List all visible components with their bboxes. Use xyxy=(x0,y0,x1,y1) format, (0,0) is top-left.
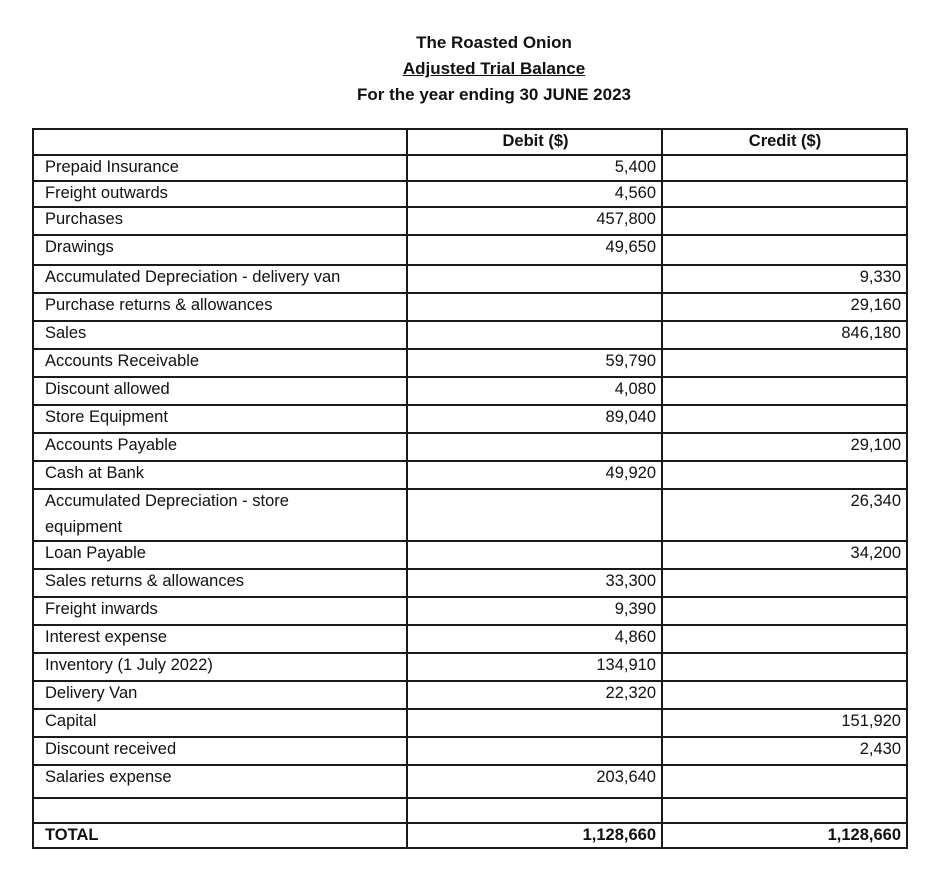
account-name: Interest expense xyxy=(45,628,167,646)
debit-amount: 59,790 xyxy=(605,352,656,370)
credit-amount: 846,180 xyxy=(841,324,901,342)
account-name: Accounts Payable xyxy=(45,436,178,454)
credit-amount: 2,430 xyxy=(859,740,901,758)
credit-amount: 151,920 xyxy=(841,712,901,730)
row-divider xyxy=(32,797,908,799)
debit-amount: 9,390 xyxy=(614,600,656,618)
row-divider xyxy=(32,206,908,208)
account-name: Purchase returns & allowances xyxy=(45,296,273,314)
credit-column-header: Credit ($) xyxy=(748,132,822,150)
account-name: Accumulated Depreciation - store xyxy=(45,492,289,510)
account-name: Loan Payable xyxy=(45,544,146,562)
debit-amount: 49,920 xyxy=(605,464,656,482)
account-name: Freight inwards xyxy=(45,600,158,618)
row-divider xyxy=(32,540,908,542)
row-divider xyxy=(32,822,908,824)
debit-amount: 4,560 xyxy=(614,184,656,202)
credit-amount: 29,100 xyxy=(850,436,901,454)
debit-amount: 22,320 xyxy=(605,684,656,702)
debit-column-header: Debit ($) xyxy=(502,132,569,150)
credit-amount: 34,200 xyxy=(850,544,901,562)
total-debit: 1,128,660 xyxy=(582,826,656,844)
row-divider xyxy=(32,596,908,598)
row-divider xyxy=(32,234,908,236)
account-name: Discount allowed xyxy=(45,380,170,398)
account-name: Purchases xyxy=(45,210,123,228)
credit-amount: 26,340 xyxy=(850,492,901,510)
column-divider xyxy=(661,128,663,848)
report-period: For the year ending 30 JUNE 2023 xyxy=(357,85,631,104)
account-name: Drawings xyxy=(45,238,114,256)
row-divider xyxy=(32,847,908,849)
column-divider xyxy=(406,128,408,848)
total-label: TOTAL xyxy=(45,826,99,844)
account-name: Sales returns & allowances xyxy=(45,572,245,590)
debit-amount: 5,400 xyxy=(614,158,656,176)
account-name: Capital xyxy=(45,712,97,730)
row-divider xyxy=(32,708,908,710)
column-divider xyxy=(32,128,34,848)
account-name: Inventory (1 July 2022) xyxy=(45,656,213,674)
debit-amount: 33,300 xyxy=(605,572,656,590)
report-title: Adjusted Trial Balance xyxy=(402,59,586,78)
row-divider xyxy=(32,320,908,322)
debit-amount: 4,080 xyxy=(614,380,656,398)
account-name: Accumulated Depreciation - delivery van xyxy=(45,268,341,286)
debit-amount: 134,910 xyxy=(596,656,656,674)
credit-amount: 9,330 xyxy=(859,268,901,286)
debit-amount: 49,650 xyxy=(605,238,656,256)
total-credit: 1,128,660 xyxy=(827,826,901,844)
row-divider xyxy=(32,460,908,462)
account-name: Cash at Bank xyxy=(45,464,145,482)
account-name: Sales xyxy=(45,324,87,342)
account-name: Delivery Van xyxy=(45,684,138,702)
account-name: Prepaid Insurance xyxy=(45,158,179,176)
column-divider xyxy=(906,128,908,848)
debit-amount: 4,860 xyxy=(614,628,656,646)
credit-amount: 29,160 xyxy=(850,296,901,314)
business-name: The Roasted Onion xyxy=(416,33,572,52)
debit-amount: 457,800 xyxy=(596,210,656,228)
account-name: Salaries expense xyxy=(45,768,172,786)
debit-amount: 203,640 xyxy=(596,768,656,786)
account-name: Accounts Receivable xyxy=(45,352,200,370)
debit-amount: 89,040 xyxy=(605,408,656,426)
row-divider xyxy=(32,128,908,130)
account-name: Store Equipment xyxy=(45,408,168,426)
row-divider xyxy=(32,680,908,682)
account-name-continued: equipment xyxy=(45,518,123,536)
account-name: Discount received xyxy=(45,740,177,758)
account-name: Freight outwards xyxy=(45,184,168,202)
